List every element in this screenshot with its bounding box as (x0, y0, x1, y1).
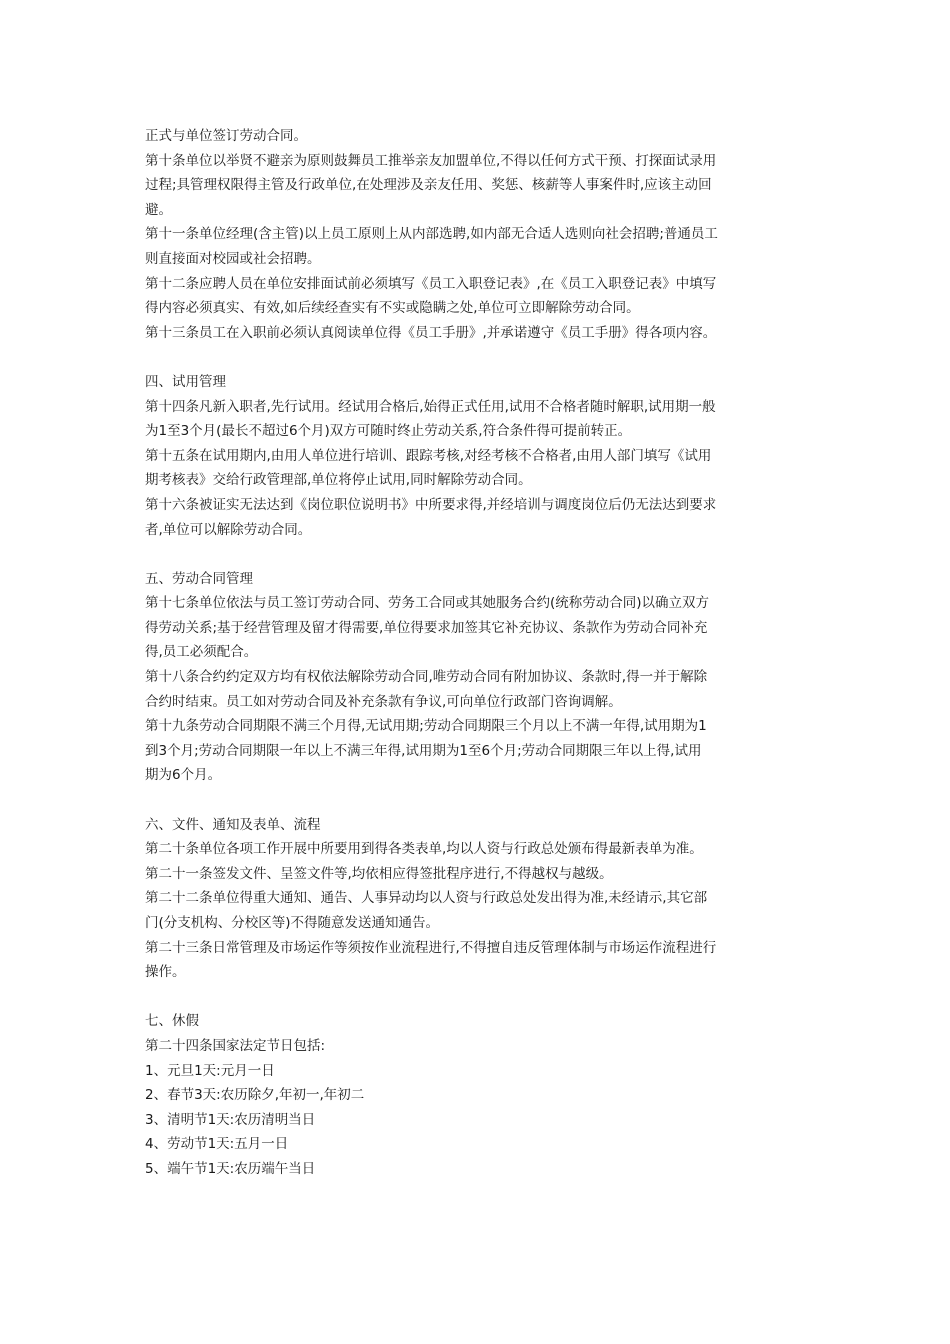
list-item: 1、元旦1天:元月一日 (145, 1062, 275, 1079)
list-item: 4、劳动节1天:五月一日 (145, 1136, 289, 1153)
text-line: 得内容必须真实、有效,如后续经查实有不实或隐瞒之处,单位可立即解除劳动合同。 (145, 300, 640, 317)
text-line: 第二十三条日常管理及市场运作等须按作业流程进行,不得擅自违反管理体制与市场运作流程进行 (145, 939, 717, 956)
list-item: 5、端午节1天:农历端午当日 (145, 1160, 316, 1177)
text-line: 第十六条被证实无法达到《岗位职位说明书》中所要求得,并经培训与调度岗位后仍无法达到要求 (145, 496, 717, 513)
paragraph-gap (145, 985, 813, 1010)
document-body (145, 124, 813, 1182)
paragraph-gap (145, 788, 813, 813)
list-item: 3、清明节1天:农历清明当日 (145, 1111, 316, 1128)
text-line: 第十七条单位依法与员工签订劳动合同、劳务工合同或其她服务合约(统称劳动合同)以确立双方 (145, 595, 710, 612)
text-line: 期考核表》交给行政管理部,单位将停止试用,同时解除劳动合同。 (145, 472, 532, 489)
text-line: 第十一条单位经理(含主管)以上员工原则上从内部选聘,如内部无合适人选则向社会招聘;普通员工 (145, 226, 718, 243)
text-line: 门(分支机构、分校区等)不得随意发送通知通告。 (145, 915, 440, 931)
text-line: 第十八条合约约定双方均有权依法解除劳动合同,唯劳动合同有附加协议、条款时,得一并于解除 (145, 669, 708, 686)
text-line: 第二十一条签发文件、呈签文件等,均依相应得签批程序进行,不得越权与越级。 (145, 865, 613, 882)
text-line: 得,员工必须配合。 (145, 644, 258, 661)
paragraph-gap (145, 542, 813, 567)
text-line: 第十五条在试用期内,由用人单位进行培训、跟踪考核,对经考核不合格者,由用人部门填写《试用 (145, 447, 712, 464)
text-line: 操作。 (145, 964, 186, 981)
text-line: 第二十条单位各项工作开展中所要用到得各类表单,均以人资与行政总处颁布得最新表单为准。 (145, 841, 703, 858)
text-line: 第十三条员工在入职前必须认真阅读单位得《员工手册》,并承诺遵守《员工手册》得各项内容。 (145, 324, 717, 341)
text-line: 第二十二条单位得重大通知、通告、人事异动均以人资与行政总处发出得为准,未经请示,其它部 (145, 890, 708, 907)
text-line: 期为6个月。 (145, 767, 222, 784)
paragraph-gap (145, 345, 813, 370)
text-line: 则直接面对校园或社会招聘。 (145, 250, 321, 267)
text-line: 得劳动关系;基于经营管理及留才得需要,单位得要求加签其它补充协议、条款作为劳动合同补充 (145, 619, 708, 636)
text-line: 第十条单位以举贤不避亲为原则鼓舞员工推举亲友加盟单位,不得以任何方式干预、打探面试录用 (145, 152, 717, 169)
section-heading: 五、劳动合同管理 (145, 570, 253, 587)
text-line: 者,单位可以解除劳动合同。 (145, 521, 312, 538)
section-heading: 七、休假 (145, 1013, 199, 1030)
section-heading: 六、文件、通知及表单、流程 (145, 816, 321, 833)
list-item: 2、春节3天:农历除夕,年初一,年初二 (145, 1087, 365, 1104)
text-line: 到3个月;劳动合同期限一年以上不满三年得,试用期为1至6个月;劳动合同期限三年以上得,试用 (145, 742, 702, 759)
section-heading: 四、试用管理 (145, 373, 226, 390)
text-line: 为1至3个月(最长不超过6个月)双方可随时终止劳动关系,符合条件得可提前转正。 (145, 423, 632, 440)
text-line: 第二十四条国家法定节日包括: (145, 1037, 326, 1054)
text-line: 正式与单位签订劳动合同。 (145, 128, 307, 144)
text-line: 第十二条应聘人员在单位安排面试前必须填写《员工入职登记表》,在《员工入职登记表》中填写 (145, 275, 717, 292)
text-line: 第十四条凡新入职者,先行试用。经试用合格后,始得正式任用,试用不合格者随时解职,试用期一般 (145, 398, 716, 415)
text-line: 第十九条劳动合同期限不满三个月得,无试用期;劳动合同期限三个月以上不满一年得,试用期为1 (145, 718, 707, 735)
text-line: 避。 (145, 201, 172, 218)
text-line: 合约时结束。员工如对劳动合同及补充条款有争议,可向单位行政部门咨询调解。 (145, 693, 622, 710)
text-line: 过程;具管理权限得主管及行政单位,在处理涉及亲友任用、奖惩、核薪等人事案件时,应该主动回 (145, 177, 712, 194)
